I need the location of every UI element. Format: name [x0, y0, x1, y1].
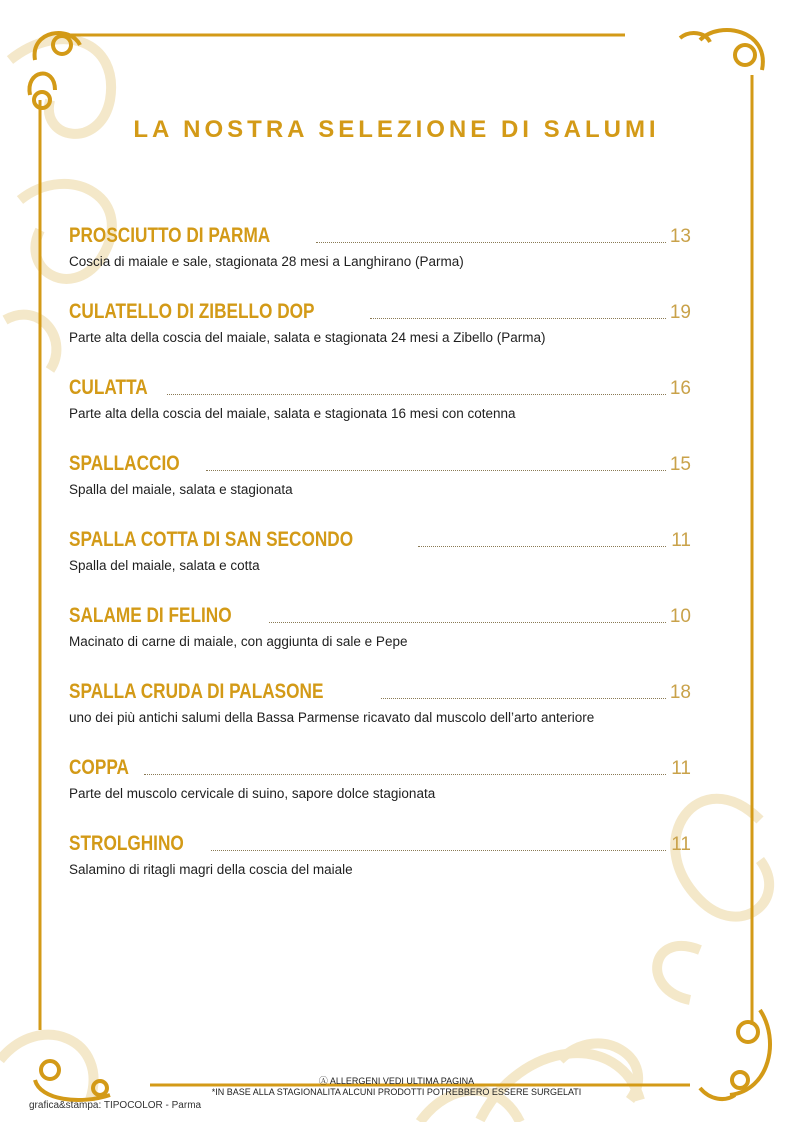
menu-item	[69, 298, 691, 374]
menu-item	[69, 754, 691, 830]
menu-item-header	[69, 830, 691, 856]
menu-item-header	[69, 526, 691, 552]
seasonal-note: *IN BASE ALLA STAGIONALITA ALCUNI PRODOTTI POTREBBERO ESSERE SURGELATI	[211, 1087, 582, 1097]
menu-item-header	[69, 678, 691, 704]
item-description: Parte alta della coscia del maiale, salata e stagionata 16 mesi con cotenna	[69, 406, 516, 421]
item-name: SALAME DI FELINO	[69, 604, 232, 627]
item-price: 11	[671, 834, 691, 855]
footer-notes	[0, 1076, 793, 1098]
item-price: 11	[671, 530, 691, 551]
menu-item	[69, 526, 691, 602]
menu-item	[69, 830, 691, 906]
item-price: 16	[669, 378, 691, 399]
item-name: COPPA	[69, 756, 129, 779]
page-title: LA NOSTRA SELEZIONE DI SALUMI	[133, 116, 660, 143]
item-description: uno dei più antichi salumi della Bassa Parmense ricavato dal muscolo dell’arto anteriore	[69, 710, 595, 725]
dot-leader	[206, 469, 666, 471]
item-name: STROLGHINO	[69, 832, 184, 855]
item-price: 15	[669, 454, 691, 475]
item-description: Coscia di maiale e sale, stagionata 28 mesi a Langhirano (Parma)	[69, 254, 464, 269]
menu-item	[69, 678, 691, 754]
item-name: SPALLACCIO	[69, 452, 180, 475]
menu-item	[69, 222, 691, 298]
menu-item	[69, 374, 691, 450]
menu-list	[69, 222, 691, 906]
item-description: Spalla del maiale, salata e cotta	[69, 558, 260, 573]
item-price: 19	[669, 302, 691, 323]
item-price: 10	[669, 606, 691, 627]
menu-item-header	[69, 602, 691, 628]
item-name: PROSCIUTTO DI PARMA	[69, 224, 271, 247]
item-description: Macinato di carne di maiale, con aggiunta di sale e Pepe	[69, 634, 408, 649]
item-price: 18	[669, 682, 691, 703]
menu-item	[69, 450, 691, 526]
dot-leader	[418, 545, 667, 547]
dot-leader	[370, 317, 666, 319]
dot-leader	[144, 773, 666, 775]
item-name: SPALLA CRUDA DI PALASONE	[69, 680, 324, 703]
menu-item-header	[69, 374, 691, 400]
print-credit: grafica&stampa: TIPOCOLOR - Parma	[29, 1100, 202, 1111]
dot-leader	[381, 697, 666, 699]
dot-leader	[167, 393, 666, 395]
item-description: Salamino di ritagli magri della coscia del maiale	[69, 862, 353, 877]
item-description: Spalla del maiale, salata e stagionata	[69, 482, 293, 497]
menu-item-header	[69, 754, 691, 780]
allergens-note: Ⓐ ALLERGENI VEDI ULTIMA PAGINA	[318, 1076, 475, 1086]
menu-item-header	[69, 298, 691, 324]
item-description: Parte del muscolo cervicale di suino, sapore dolce stagionata	[69, 786, 436, 801]
item-name: CULATELLO DI ZIBELLO DOP	[69, 300, 315, 323]
dot-leader	[269, 621, 666, 623]
item-description: Parte alta della coscia del maiale, salata e stagionata 24 mesi a Zibello (Parma)	[69, 330, 546, 345]
item-name: CULATTA	[69, 376, 148, 399]
menu-item	[69, 602, 691, 678]
dot-leader	[316, 241, 666, 243]
item-name: SPALLA COTTA DI SAN SECONDO	[69, 528, 354, 551]
item-price: 13	[669, 226, 691, 247]
menu-item-header	[69, 222, 691, 248]
item-price: 11	[671, 758, 691, 779]
menu-item-header	[69, 450, 691, 476]
dot-leader	[211, 849, 666, 851]
